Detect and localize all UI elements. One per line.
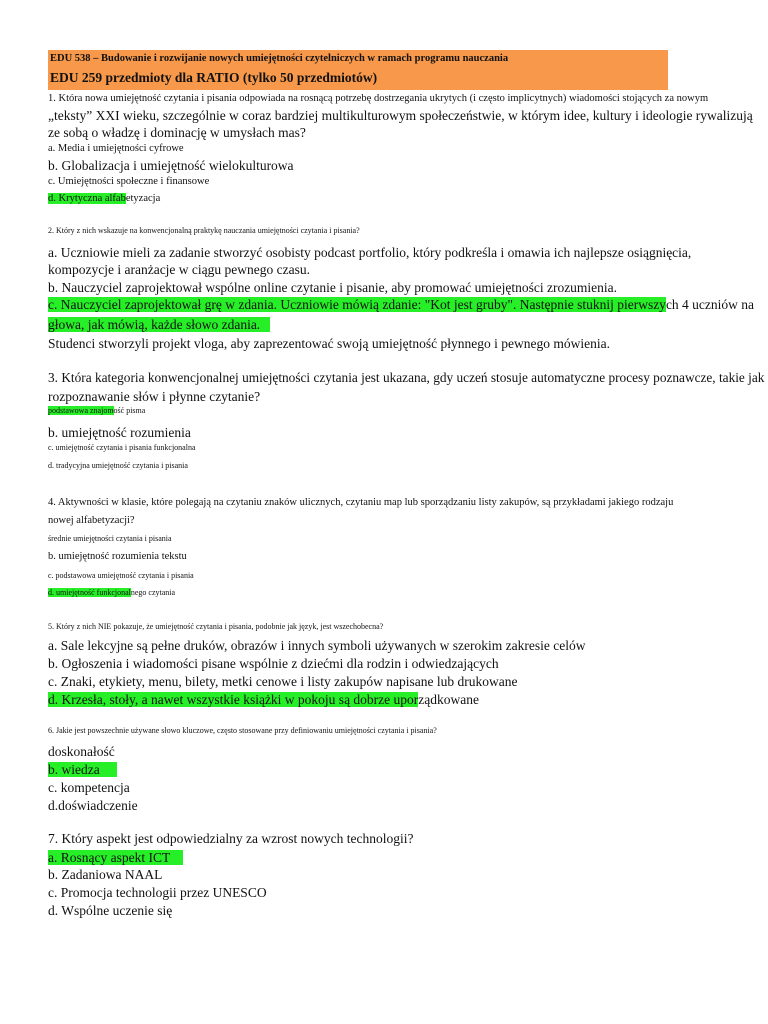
q1-answer-c: c. Umiejętności społeczne i finansowe (48, 176, 210, 187)
q1-answer-a: a. Media i umiejętności cyfrowe (48, 143, 184, 154)
q2-answer-b: b. Nauczyciel zaprojektował wspólne online czytanie i pisanie, aby promować umiejętności zrozumienia. (48, 280, 618, 295)
q3-answer-a-rest: ość pisma (113, 406, 146, 415)
q1-answer-b: b. Globalizacja i umiejętność wielokulturowa (48, 158, 294, 173)
q5-answer-d (48, 692, 479, 708)
q7-answer-d: d. Wspólne uczenie się (48, 903, 173, 918)
course-title-259: EDU 259 przedmioty dla RATIO (tylko 50 przedmiotów) (50, 70, 378, 85)
q2-question: 2. Który z nich wskazuje na konwencjonalną praktykę nauczania umiejętności czytania i pisania? (48, 226, 360, 235)
q6-answer-b-highlight: b. wiedza (48, 762, 117, 777)
q1-question-line3: ze sobą o władzę i dominację w umysłach mas? (48, 125, 306, 140)
q3-question-line2: rozpoznawanie słów i płynne czytanie? (48, 389, 261, 404)
q6-answer-a: doskonałość (48, 744, 115, 759)
q3-question-line1: 3. Która kategoria konwencjonalnej umiejętności czytania jest ukazana, gdy uczeń stosuje automatyczne procesy poznawcze, takie jak (48, 370, 765, 385)
q4-question-line1: 4. Aktywności w klasie, które polegają na czytaniu znaków ulicznych, czytaniu map lub sporządzaniu listy zakupów, są przykładami jakiego rodzaju (48, 497, 674, 508)
q6-answer-d: d.doświadczenie (48, 798, 138, 813)
q5-answer-b: b. Ogłoszenia i wiadomości pisane wspólnie z dziećmi dla rodzin i odwiedzających (48, 656, 499, 671)
q6-answer-b (48, 762, 117, 778)
q2-answer-c-rest: ch 4 uczniów na (665, 297, 755, 312)
q5-answer-d-highlight: d. Krzesła, stoły, a nawet wszystkie książki w pokoju są dobrze upor (48, 692, 419, 707)
q3-answer-a (48, 406, 145, 415)
q5-question: 5. Który z nich NIE pokazuje, że umiejętność czytania i pisania, podobnie jak język, jest wszechobecna? (48, 622, 384, 631)
q1-answer-d (48, 193, 160, 204)
q4-answer-b: b. umiejętność rozumienia tekstu (48, 551, 187, 562)
q4-answer-d (48, 588, 175, 597)
q1-answer-d-highlight: d. Krytyczna alfab (48, 193, 126, 204)
q3-answer-b: b. umiejętność rozumienia (48, 425, 191, 440)
q1-question-line1: 1. Która nowa umiejętność czytania i pisania odpowiada na rosnącą potrzebę dostrzegania ukrytych (i często implicytnych) wiadomości stojących za nowym (48, 93, 709, 104)
q7-answer-a (48, 850, 183, 866)
q1-answer-d-rest: etyzacja (125, 193, 161, 204)
q4-answer-d-highlight: d. umiejętność funkcjonal (48, 588, 131, 597)
q3-answer-c: c. umiejętność czytania i pisania funkcjonalna (48, 443, 196, 452)
course-title-538: EDU 538 – Budowanie i rozwijanie nowych umiejętności czytelniczych w ramach programu nauczania (50, 53, 509, 64)
q2-answer-a-line2: kompozycje i aranżacje w ciągu pewnego czasu. (48, 262, 310, 277)
q7-answer-b: b. Zadaniowa NAAL (48, 867, 163, 882)
q6-question: 6. Jakie jest powszechnie używane słowo kluczowe, często stosowane przy definiowaniu umiejętności czytania i pisania? (48, 726, 437, 735)
q5-answer-a: a. Sale lekcyjne są pełne druków, obrazów i innych symboli używanych w szerokim zakresie celów (48, 638, 586, 653)
q4-answer-a: średnie umiejętności czytania i pisania (48, 534, 172, 543)
q2-answer-d: Studenci stworzyli projekt vloga, aby zaprezentować swoją umiejętność płynnego i pewnego mówienia. (48, 336, 610, 351)
q5-answer-c: c. Znaki, etykiety, menu, bilety, metki cenowe i listy zakupów napisane lub drukowane (48, 674, 518, 689)
q2-answer-c-highlight: c. Nauczyciel zaprojektował grę w zdania. Uczniowie mówią zdanie: "Kot jest gruby". Następnie stuknij pierwszy (48, 297, 666, 312)
q3-answer-d: d. tradycyjna umiejętność czytania i pisania (48, 461, 188, 470)
q4-answer-d-rest: nego czytania (130, 588, 176, 597)
q7-answer-c: c. Promocja technologii przez UNESCO (48, 885, 267, 900)
q4-question-line2: nowej alfabetyzacji? (48, 515, 135, 526)
q2-answer-a-line1: a. Uczniowie mieli za zadanie stworzyć osobisty podcast portfolio, który podkreśla i omawia ich najlepsze osiągnięcia, (48, 245, 692, 260)
q1-question-line2: „teksty” XXI wieku, szczególnie w coraz bardziej multikulturowym społeczeństwie, w którym idee, kultury i ideologie rywalizują (48, 108, 753, 123)
q2-answer-c-line2-highlight: głowa, jak mówią, każde słowo zdania. (48, 317, 271, 332)
q4-answer-c: c. podstawowa umiejętność czytania i pisania (48, 571, 194, 580)
q2-answer-c-line1 (48, 297, 754, 313)
q5-answer-d-rest: ządkowane (418, 692, 479, 707)
q2-answer-c-line2 (48, 317, 270, 333)
q7-answer-a-highlight: a. Rosnący aspekt ICT (48, 850, 184, 865)
q7-question: 7. Który aspekt jest odpowiedzialny za wzrost nowych technologii? (48, 831, 414, 846)
q6-answer-c: c. kompetencja (48, 780, 130, 795)
header-banner (48, 50, 668, 90)
q3-answer-a-highlight: podstawowa znajom (48, 406, 114, 415)
